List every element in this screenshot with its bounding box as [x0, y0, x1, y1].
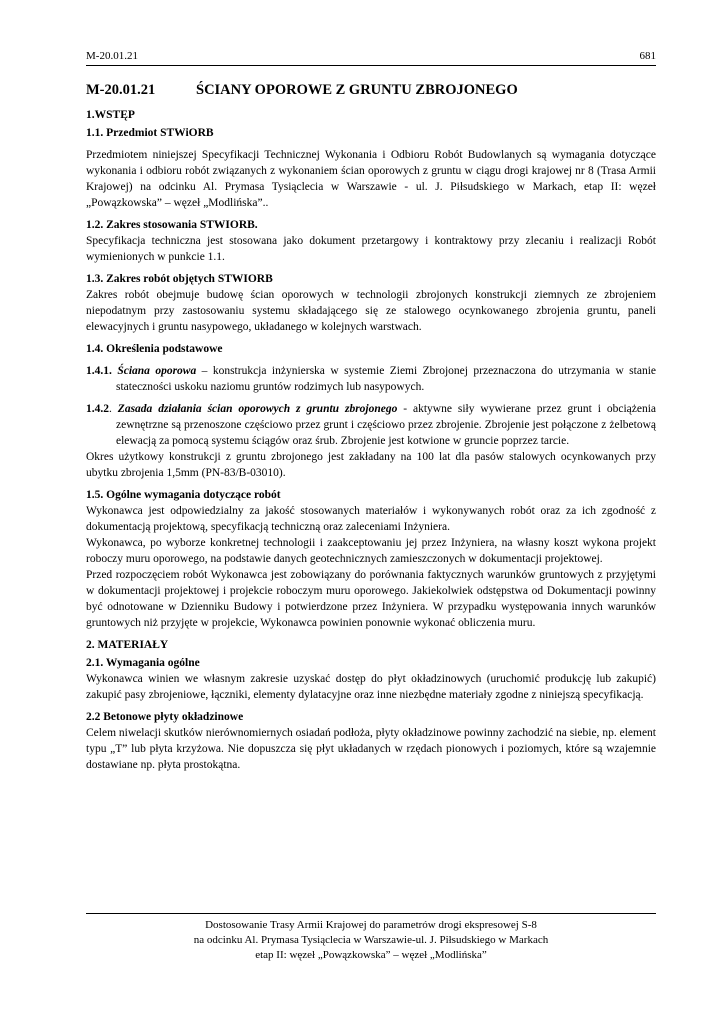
section-heading-1-3: 1.3. Zakres robót objętych STWIORB	[86, 273, 273, 285]
header-doc-code: M-20.01.21	[86, 50, 138, 62]
document-title	[86, 82, 656, 102]
section-heading-1-5: 1.5. Ogólne wymagania dotyczące robót	[86, 489, 281, 501]
section-heading-1-4: 1.4. Określenia podstawowe	[86, 343, 223, 355]
title-name: ŚCIANY OPOROWE Z GRUNTU ZBROJONEGO	[196, 82, 518, 98]
footer-divider	[86, 913, 656, 914]
paragraph-1-4-lifetime: Okres użytkowy konstrukcji z gruntu zbrojonego jest zakładany na 100 lat dla pasów stalowych ocynkowanych przy ubytku zbrojenia 1,5mm (PN-83/B-03010).	[86, 451, 656, 479]
document-body	[86, 82, 656, 779]
section-heading-1-1: 1.1. Przedmiot STWiORB	[86, 127, 214, 139]
paragraph-1-2: Specyfikacja techniczna jest stosowana jako dokument przetargowy i kontraktowy przy zlecaniu i realizacji Robót wymienionych w punkcie 1.1.	[86, 235, 656, 263]
section-heading-2-2: 2.2 Betonowe płyty okładzinowe	[86, 711, 244, 723]
header-page-number: 681	[639, 50, 656, 62]
section-heading-2: 2. MATERIAŁY	[86, 639, 169, 651]
paragraph-1-5-c: Przed rozpoczęciem robót Wykonawca jest zobowiązany do porównania faktycznych warunków gruntowych z przyjętymi w dokumentacji projektowej i projekcie roboczym muru oporowego. Jakiekolwiek odstępstwa od Dokumentacji powinny być odnotowane w Dzienniku Budowy i potwierdzone przez Inżyniera. W przypadku występowania innych warunków gruntowych niż przyjęte w projekcie, Wykonawca powinien ponownie wykonać obliczenia muru.	[86, 569, 656, 629]
footer-line-3: etap II: węzeł „Powązkowska” – węzeł „Modlińska”	[255, 949, 487, 961]
definition-text: - aktywne siły wywierane przez grunt i obciążenia zewnętrzne są przenoszone częściowo przez grunt i częściowo przez zbrojenie. Zbrojenie jest połączone z żelbetową elewacją za pomocą systemu ściągów oraz śrub. Zbrojenie jest kotwione w gruncie poprzez tarcie.	[116, 403, 657, 447]
definition-text: – konstrukcja inżynierska w systemie Ziemi Zbrojonej przeznaczona do utrzymania w stanie stateczności uskoku naziomu gruntów rodzimych lub nasypowych.	[116, 365, 656, 393]
header-divider	[86, 65, 656, 66]
paragraph-1-1: Przedmiotem niniejszej Specyfikacji Technicznej Wykonania i Odbioru Robót Budowlanych są wymagania dotyczące wykonania i odbioru robót związanych z wykonaniem ścian oporowych z gruntu w ciągu drogi krajowej nr 8 (Trasa Armii Krajowej) na odcinku Al. Prymasa Tysiąclecia w Warszawie - ul. J. Piłsudskiego w Markach, etap II: węzeł „Powązkowska” – węzeł „Modlińska”..	[86, 149, 656, 209]
paragraph-1-5-b: Wykonawca, po wyborze konkretnej technologii i zaakceptowaniu jej przez Inżyniera, na własny koszt wykona projekt roboczy muru oporowego, na podstawie danych geotechnicznych zamieszczonych w dokumentacji projektowej.	[86, 537, 656, 565]
section-heading-1: 1.WSTĘP	[86, 109, 135, 121]
footer-line-2: na odcinku Al. Prymasa Tysiąclecia w Warszawie-ul. J. Piłsudskiego w Markach	[193, 934, 549, 946]
section-heading-2-1: 2.1. Wymagania ogólne	[86, 657, 200, 669]
paragraph-1-5-a: Wykonawca jest odpowiedzialny za jakość stosowanych materiałów i wykonywanych robót oraz za ich zgodność z dokumentacją projektową, specyfikacją techniczną oraz zaleceniami Inżyniera.	[86, 505, 656, 533]
section-heading-1-2: 1.2. Zakres stosowania STWIORB.	[86, 219, 258, 231]
definition-term: Zasada działania ścian oporowych z gruntu zbrojonego	[117, 403, 398, 415]
paragraph-1-3: Zakres robót obejmuje budowę ścian oporowych w technologii zbrojonych konstrukcji ziemnych ze zbrojeniem niepodatnym przy zastosowaniu systemu składającego się ze stalowego ocynkowanego zbrojenia gruntu, paneli elewacyjnych i gruntu nasypowego, układanego w kolejnych warstwach.	[86, 289, 656, 333]
definition-1-4-2	[86, 401, 656, 449]
definition-term: Ściana oporowa	[117, 365, 197, 377]
definition-number: 1.4.1.	[86, 365, 112, 377]
definition-separator: .	[109, 403, 118, 415]
page-footer	[86, 918, 656, 963]
definition-number: 1.4.2	[86, 403, 109, 415]
definition-1-4-1	[86, 363, 656, 395]
paragraph-2-1: Wykonawca winien we własnym zakresie uzyskać dostęp do płyt okładzinowych (uruchomić produkcję lub zakupić) zakupić pasy zbrojeniowe, łączniki, elementy dylatacyjne oraz inne niezbędne materiały zgodne z niniejszą specyfikacją.	[86, 673, 656, 701]
footer-line-1: Dostosowanie Trasy Armii Krajowej do parametrów drogi ekspresowej S-8	[205, 919, 537, 931]
title-code: M-20.01.21	[86, 82, 156, 98]
paragraph-2-2: Celem niwelacji skutków nierównomiernych osiadań podłoża, płyty okładzinowe powinny zachodzić na siebie, np. element typu „T” lub płyta krzyżowa. Nie dopuszcza się płyt układanych w rzędach pionowych i poziomych, które są wzajemnie dostawiane np. płyta prostokątna.	[86, 727, 656, 771]
